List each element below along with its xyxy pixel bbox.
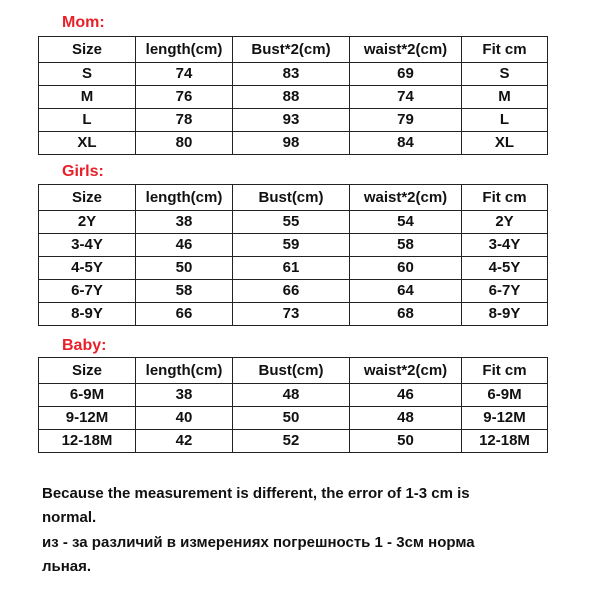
table-cell: 46 bbox=[350, 384, 462, 407]
header-cell: Fit cm bbox=[462, 185, 548, 211]
table-cell: 46 bbox=[136, 234, 233, 257]
table-cell: 64 bbox=[350, 280, 462, 303]
table-cell: 6-9M bbox=[462, 384, 548, 407]
table-cell: 83 bbox=[233, 63, 350, 86]
table-cell: 69 bbox=[350, 63, 462, 86]
table-cell: 12-18M bbox=[39, 430, 136, 453]
english-note-line: normal. bbox=[42, 509, 97, 526]
table-row bbox=[39, 234, 548, 257]
header-cell: length(cm) bbox=[136, 37, 233, 63]
header-cell: Bust(cm) bbox=[233, 358, 350, 384]
table-cell: 80 bbox=[136, 132, 233, 155]
table-cell: L bbox=[39, 109, 136, 132]
russian-note-line: из - за различий в измерениях погрешность 1 - 3см норма bbox=[42, 534, 475, 551]
header-cell: waist*2(cm) bbox=[350, 37, 462, 63]
header-cell: Size bbox=[39, 185, 136, 211]
header-cell: waist*2(cm) bbox=[350, 185, 462, 211]
table-header-row bbox=[39, 37, 548, 63]
table-cell: 50 bbox=[136, 257, 233, 280]
table-cell: 54 bbox=[350, 211, 462, 234]
mom-section-title: Mom: bbox=[62, 14, 105, 31]
table-cell: 50 bbox=[233, 407, 350, 430]
table-cell: 78 bbox=[136, 109, 233, 132]
table-cell: 55 bbox=[233, 211, 350, 234]
header-cell: waist*2(cm) bbox=[350, 358, 462, 384]
table-cell: S bbox=[462, 63, 548, 86]
table-cell: 9-12M bbox=[39, 407, 136, 430]
table-cell: 58 bbox=[136, 280, 233, 303]
table-cell: 8-9Y bbox=[462, 303, 548, 326]
table-cell: 38 bbox=[136, 211, 233, 234]
baby-section-title: Baby: bbox=[62, 337, 107, 354]
table-cell: 2Y bbox=[462, 211, 548, 234]
table-cell: 76 bbox=[136, 86, 233, 109]
table-row bbox=[39, 280, 548, 303]
girls-size-table bbox=[38, 184, 548, 326]
table-cell: 9-12M bbox=[462, 407, 548, 430]
table-cell: M bbox=[462, 86, 548, 109]
table-row bbox=[39, 303, 548, 326]
table-cell: XL bbox=[39, 132, 136, 155]
header-cell: Bust(cm) bbox=[233, 185, 350, 211]
header-cell: Fit cm bbox=[462, 37, 548, 63]
header-cell: Size bbox=[39, 358, 136, 384]
mom-size-table bbox=[38, 36, 548, 155]
header-cell: Fit cm bbox=[462, 358, 548, 384]
table-cell: 2Y bbox=[39, 211, 136, 234]
header-cell: length(cm) bbox=[136, 358, 233, 384]
table-cell: 74 bbox=[136, 63, 233, 86]
table-row bbox=[39, 430, 548, 453]
header-cell: Size bbox=[39, 37, 136, 63]
table-cell: 84 bbox=[350, 132, 462, 155]
header-cell: length(cm) bbox=[136, 185, 233, 211]
table-cell: 52 bbox=[233, 430, 350, 453]
table-cell: 38 bbox=[136, 384, 233, 407]
table-cell: 88 bbox=[233, 86, 350, 109]
table-cell: 6-7Y bbox=[462, 280, 548, 303]
table-cell: 40 bbox=[136, 407, 233, 430]
table-cell: 4-5Y bbox=[462, 257, 548, 280]
table-row bbox=[39, 63, 548, 86]
table-cell: 59 bbox=[233, 234, 350, 257]
table-row bbox=[39, 109, 548, 132]
table-header-row bbox=[39, 358, 548, 384]
table-cell: 73 bbox=[233, 303, 350, 326]
table-cell: 4-5Y bbox=[39, 257, 136, 280]
table-cell: L bbox=[462, 109, 548, 132]
english-note-line: Because the measurement is different, the error of 1-3 cm is bbox=[42, 485, 470, 502]
table-cell: 66 bbox=[136, 303, 233, 326]
table-cell: 79 bbox=[350, 109, 462, 132]
table-cell: 42 bbox=[136, 430, 233, 453]
table-header-row bbox=[39, 185, 548, 211]
table-row bbox=[39, 211, 548, 234]
table-cell: 12-18M bbox=[462, 430, 548, 453]
table-row bbox=[39, 384, 548, 407]
baby-size-table bbox=[38, 357, 548, 453]
table-row bbox=[39, 132, 548, 155]
table-cell: 50 bbox=[350, 430, 462, 453]
table-cell: 68 bbox=[350, 303, 462, 326]
table-cell: 6-7Y bbox=[39, 280, 136, 303]
table-cell: 3-4Y bbox=[462, 234, 548, 257]
table-cell: 60 bbox=[350, 257, 462, 280]
table-cell: 6-9M bbox=[39, 384, 136, 407]
table-row bbox=[39, 86, 548, 109]
english-note bbox=[42, 482, 602, 530]
header-cell: Bust*2(cm) bbox=[233, 37, 350, 63]
table-cell: 48 bbox=[350, 407, 462, 430]
table-cell: 8-9Y bbox=[39, 303, 136, 326]
table-cell: 48 bbox=[233, 384, 350, 407]
table-cell: M bbox=[39, 86, 136, 109]
table-cell: XL bbox=[462, 132, 548, 155]
table-cell: 98 bbox=[233, 132, 350, 155]
table-cell: 3-4Y bbox=[39, 234, 136, 257]
russian-note-line: льная. bbox=[42, 558, 92, 575]
table-cell: 58 bbox=[350, 234, 462, 257]
table-cell: 93 bbox=[233, 109, 350, 132]
table-row bbox=[39, 407, 548, 430]
table-row bbox=[39, 257, 548, 280]
table-cell: 74 bbox=[350, 86, 462, 109]
girls-section-title: Girls: bbox=[62, 163, 104, 180]
russian-note bbox=[42, 531, 602, 579]
table-cell: 61 bbox=[233, 257, 350, 280]
table-cell: 66 bbox=[233, 280, 350, 303]
table-cell: S bbox=[39, 63, 136, 86]
